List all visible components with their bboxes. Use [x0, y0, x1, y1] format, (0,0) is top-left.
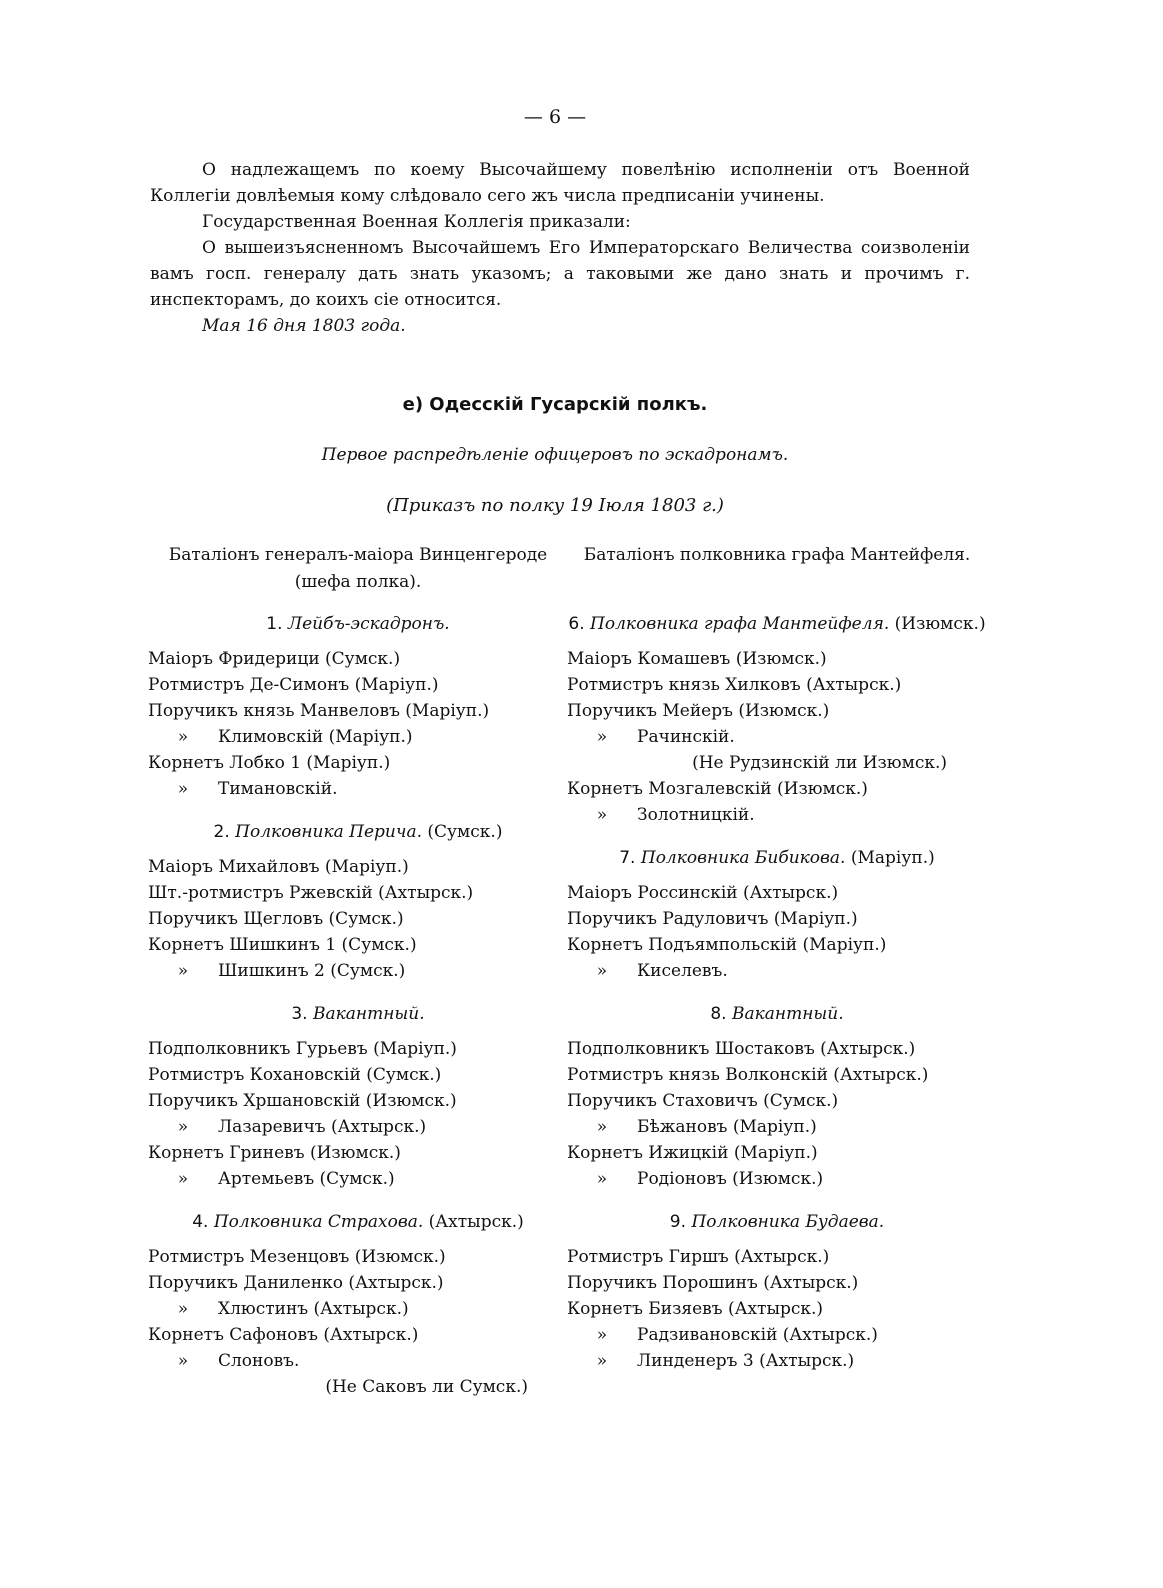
squadron-name: Полковника Перича.	[235, 822, 422, 842]
preamble-paragraph: Государственная Военная Коллегія приказали:	[202, 212, 631, 232]
squadron-name: Полковника графа Мантейфеля.	[590, 614, 890, 634]
officer-line: Подполковникъ Шостаковъ (Ахтырск.)	[567, 1039, 916, 1059]
officer-line: Шт.-ротмистръ Ржевскій (Ахтырск.)	[148, 883, 474, 903]
officer-name: Рачинскій.	[637, 727, 735, 747]
officer-line	[148, 1114, 568, 1140]
ditto-mark: »	[596, 1117, 608, 1137]
officer-name: Радзивановскій (Ахтырск.)	[637, 1325, 878, 1345]
squadron-number: 8.	[710, 1004, 727, 1024]
officer-name: Золотницкій.	[637, 805, 755, 825]
squadron-number: 2.	[213, 822, 230, 842]
page-number: — 6 —	[523, 106, 587, 128]
squadron-number: 9.	[669, 1212, 687, 1232]
ditto-mark: »	[596, 1169, 608, 1189]
officer-line	[567, 802, 987, 828]
ditto-mark: »	[177, 1117, 189, 1137]
officer-line: Поручикъ Щегловъ (Сумск.)	[148, 909, 404, 929]
squadron-1	[148, 612, 568, 802]
officer-line: Поручикъ Радуловичъ (Маріуп.)	[567, 909, 858, 929]
officer-line: Поручикъ Порошинъ (Ахтырск.)	[567, 1273, 859, 1293]
ditto-mark: »	[177, 779, 189, 799]
squadron-title	[567, 1210, 987, 1234]
ditto-mark: »	[177, 1351, 189, 1371]
officer-name: Бѣжановъ (Маріуп.)	[637, 1117, 817, 1137]
officer-name: Слоновъ.	[218, 1351, 300, 1371]
officer-name: Тимановскій.	[218, 779, 338, 799]
officer-line: Корнетъ Шишкинъ 1 (Сумск.)	[148, 935, 417, 955]
ditto-mark: »	[596, 805, 608, 825]
squadron-8	[567, 1002, 987, 1192]
officer-line: Ротмистръ Мезенцовъ (Изюмск.)	[148, 1247, 446, 1267]
squadron-title	[567, 846, 987, 870]
officer-line: Поручикъ Хршановскій (Изюмск.)	[148, 1091, 457, 1111]
officer-line: Маіоръ Россинскій (Ахтырск.)	[567, 883, 839, 903]
ditto-mark: »	[177, 1299, 189, 1319]
squadron-4	[148, 1210, 568, 1400]
officer-line: Корнетъ Мозгалевскій (Изюмск.)	[567, 779, 868, 799]
squadron-3	[148, 1002, 568, 1192]
squadron-number: 1.	[266, 614, 283, 634]
officer-line: Ротмистръ Кохановскій (Сумск.)	[148, 1065, 442, 1085]
squadron-7	[567, 846, 987, 984]
squadron-6	[567, 612, 987, 828]
ditto-mark: »	[177, 1169, 189, 1189]
squadron-9	[567, 1210, 987, 1374]
ditto-mark: »	[177, 961, 189, 981]
officer-line: Маіоръ Комашевъ (Изюмск.)	[567, 649, 827, 669]
squadron-title	[148, 1002, 568, 1026]
officer-line: Корнетъ Гриневъ (Изюмск.)	[148, 1143, 401, 1163]
officer-line	[148, 724, 568, 750]
squadron-name: Лейбъ-эскадронъ.	[287, 614, 450, 634]
squadron-number: 7.	[619, 848, 636, 868]
officer-name: Родіоновъ (Изюмск.)	[637, 1169, 824, 1189]
officer-line: Поручикъ Мейеръ (Изюмск.)	[567, 701, 830, 721]
section-title: е) Одесскій Гусарскій полкъ.	[402, 394, 708, 415]
preamble	[150, 157, 970, 339]
date-line: Мая 16 дня 1803 года.	[202, 316, 406, 336]
officer-line: Корнетъ Ижицкій (Маріуп.)	[567, 1143, 818, 1163]
officer-line: Корнетъ Бизяевъ (Ахтырск.)	[567, 1299, 824, 1319]
battalion-heading: Баталіонъ полковника графа Мантейфеля.	[583, 545, 971, 565]
ditto-mark: »	[596, 1325, 608, 1345]
officer-line	[148, 776, 568, 802]
officer-line: Ротмистръ князь Волконскій (Ахтырск.)	[567, 1065, 929, 1085]
officer-line: Поручикъ Стаховичъ (Сумск.)	[567, 1091, 839, 1111]
squadron-regiment: (Ахтырск.)	[428, 1212, 524, 1232]
officer-line: Корнетъ Сафоновъ (Ахтырск.)	[148, 1325, 419, 1345]
squadron-regiment: (Маріуп.)	[850, 848, 935, 868]
squadron-number: 3.	[291, 1004, 308, 1024]
squadron-name: Вакантный.	[732, 1004, 844, 1024]
section-subtitle: Первое распредѣленіе офицеровъ по эскадронамъ.	[321, 445, 789, 465]
ditto-mark: »	[596, 727, 608, 747]
preamble-paragraph: О вышеизъясненномъ Высочайшемъ Его Императорскаго Величества соизволеніи вамъ госп. генералу дать знать указомъ; а таковыми же дано знать и прочимъ г. инспекторамъ, до коихъ сіе относится.	[150, 238, 970, 310]
officer-line: Поручикъ Даниленко (Ахтырск.)	[148, 1273, 444, 1293]
squadron-title	[567, 612, 987, 636]
officer-line	[148, 1348, 568, 1374]
ditto-mark: »	[596, 961, 608, 981]
officer-name: Киселевъ.	[637, 961, 728, 981]
officer-line: Поручикъ князь Манвеловъ (Маріуп.)	[148, 701, 490, 721]
editor-note: (Не Рудзинскій ли Изюмск.)	[692, 753, 947, 773]
squadron-name: Полковника Будаева.	[691, 1212, 885, 1232]
officer-line	[148, 1166, 568, 1192]
officer-name: Шишкинъ 2 (Сумск.)	[218, 961, 406, 981]
officer-line: Ротмистръ Де-Симонъ (Маріуп.)	[148, 675, 439, 695]
officer-line: Маіоръ Фридерици (Сумск.)	[148, 649, 401, 669]
squadron-name: Вакантный.	[313, 1004, 425, 1024]
officer-line: Корнетъ Подъямпольскій (Маріуп.)	[567, 935, 887, 955]
officer-line: Маіоръ Михайловъ (Маріуп.)	[148, 857, 409, 877]
preamble-paragraph: О надлежащемъ по коему Высочайшему повелѣнію исполненіи отъ Военной Коллегіи довлѣемыя кому слѣдовало сего жъ числа предписаніи учинены.	[150, 160, 970, 206]
officer-line	[148, 958, 568, 984]
squadron-title	[567, 1002, 987, 1026]
battalion-heading: Баталіонъ генералъ-маіора Винценгероде (шефа полка).	[168, 545, 548, 592]
officer-name: Линденеръ 3 (Ахтырск.)	[637, 1351, 855, 1371]
officer-line	[567, 724, 987, 750]
ditto-mark: »	[177, 727, 189, 747]
officer-name: Артемьевъ (Сумск.)	[218, 1169, 395, 1189]
squadron-regiment: (Изюмск.)	[894, 614, 986, 634]
officer-line	[567, 1166, 987, 1192]
order-reference: (Приказъ по полку 19 Іюля 1803 г.)	[386, 495, 724, 516]
left-battalion-column	[148, 542, 568, 1418]
squadron-title	[148, 612, 568, 636]
squadron-2	[148, 820, 568, 984]
squadron-regiment: (Сумск.)	[427, 822, 503, 842]
squadron-number: 6.	[568, 614, 585, 634]
officer-line	[567, 958, 987, 984]
officer-name: Хлюстинъ (Ахтырск.)	[218, 1299, 409, 1319]
officer-line: Ротмистръ князь Хилковъ (Ахтырск.)	[567, 675, 902, 695]
right-battalion-column	[567, 542, 987, 1392]
officer-line: Ротмистръ Гиршъ (Ахтырск.)	[567, 1247, 830, 1267]
officer-line: Подполковникъ Гурьевъ (Маріуп.)	[148, 1039, 457, 1059]
officer-name: Климовскій (Маріуп.)	[218, 727, 413, 747]
squadron-title	[148, 820, 568, 844]
squadron-name: Полковника Страхова.	[213, 1212, 424, 1232]
squadron-number: 4.	[192, 1212, 209, 1232]
squadron-name: Полковника Бибикова.	[640, 848, 846, 868]
officer-line: Корнетъ Лобко 1 (Маріуп.)	[148, 753, 391, 773]
ditto-mark: »	[596, 1351, 608, 1371]
officer-line	[567, 1348, 987, 1374]
officer-line	[148, 1296, 568, 1322]
officer-name: Лазаревичъ (Ахтырск.)	[218, 1117, 427, 1137]
editor-note: (Не Саковъ ли Сумск.)	[325, 1377, 528, 1397]
squadron-title	[148, 1210, 568, 1234]
officer-line	[567, 1322, 987, 1348]
officer-line	[567, 1114, 987, 1140]
